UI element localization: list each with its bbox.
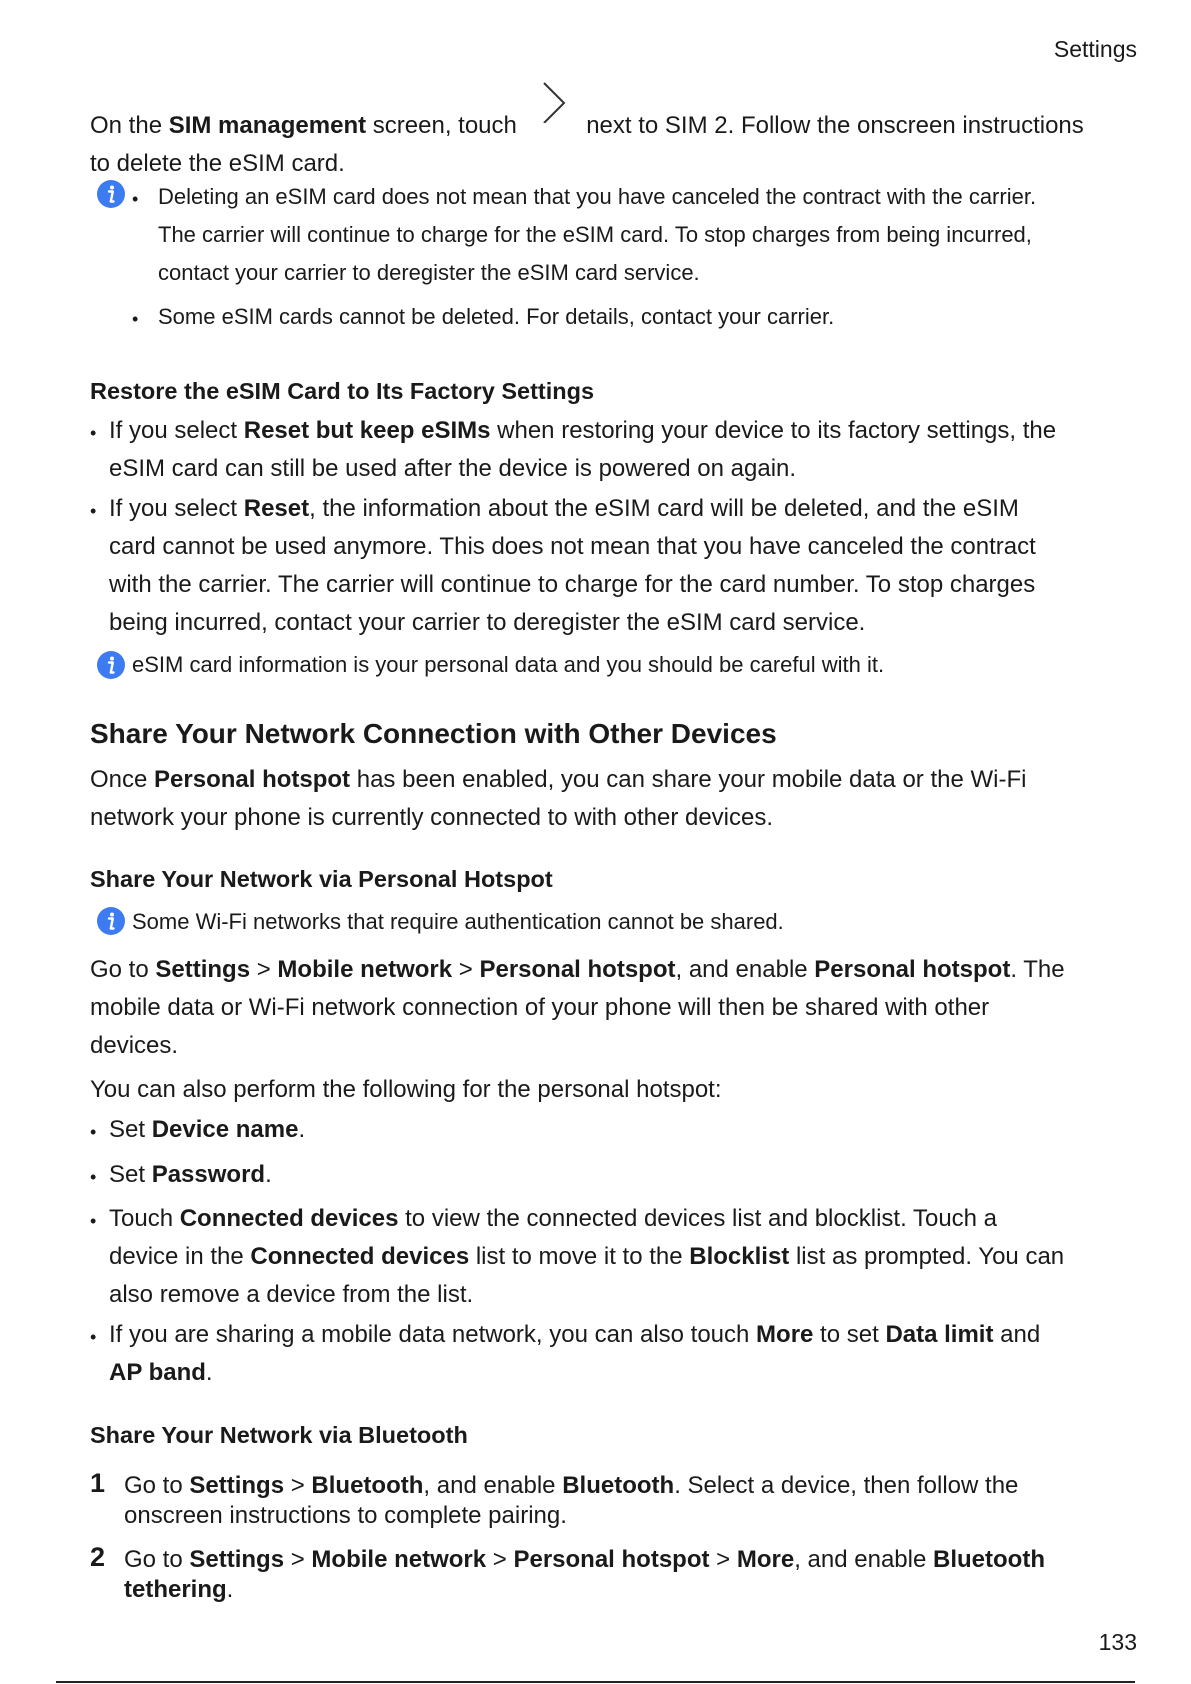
- list-item: • Set Device name.: [90, 1116, 306, 1143]
- bluetooth-heading: Share Your Network via Bluetooth: [90, 1422, 468, 1448]
- step-number: 2: [90, 1542, 106, 1572]
- list-item: • If you are sharing a mobile data network, you can also touch More to set Data limit and AP band.: [90, 1321, 1041, 1386]
- hotspot-options-list: [90, 1111, 1160, 1392]
- step-number: 1: [90, 1468, 106, 1498]
- list-item: • Set Password.: [90, 1161, 272, 1188]
- hotspot-goto-paragraph: Go to Settings > Mobile network > Personal hotspot, and enable Personal hotspot. The mobile data or Wi-Fi network connection of your phone will then be shared with other devices.: [90, 956, 1065, 1059]
- list-item: • If you select Reset but keep eSIMs when restoring your device to its factory settings, the eSIM card can still be used after the device is powered on again.: [90, 417, 1057, 482]
- running-header: Settings: [1053, 36, 1137, 62]
- page-number: 133: [1098, 1629, 1137, 1655]
- restore-list: [90, 412, 1150, 642]
- share-section-heading: Share Your Network Connection with Other Devices: [90, 718, 777, 749]
- hotspot-also: You can also perform the following for the personal hotspot:: [90, 1076, 722, 1103]
- chevron-right-icon: [532, 93, 572, 123]
- hotspot-note: Some Wi-Fi networks that require authentication cannot be shared.: [132, 909, 784, 934]
- hotspot-heading: Share Your Network via Personal Hotspot: [90, 866, 553, 892]
- restore-note: eSIM card information is your personal data and you should be careful with it.: [132, 652, 885, 677]
- intro-paragraph: On the SIM management screen, touch next to SIM 2. Follow the onscreen instructions to delete the eSIM card.: [90, 93, 1140, 183]
- info-icon: [97, 180, 125, 208]
- restore-heading: Restore the eSIM Card to Its Factory Settings: [90, 378, 595, 404]
- note-item: • Some eSIM cards cannot be deleted. For details, contact your carrier.: [132, 304, 835, 329]
- info-icon: [97, 651, 125, 679]
- footer-rule: [56, 1681, 1135, 1683]
- info-icon: [97, 907, 125, 935]
- list-item: • Touch Connected devices to view the connected devices list and blocklist. Touch a device in the Connected devices list to move it to the Blocklist list as prompted. You can also remove a device from the list.: [90, 1205, 1065, 1308]
- bluetooth-step-1: Go to Settings > Bluetooth, and enable Bluetooth. Select a device, then follow the onscreen instructions to complete pairing.: [124, 1472, 1019, 1529]
- list-item: • If you select Reset, the information about the eSIM card will be deleted, and the eSIM card cannot be used anymore. This does not mean that you have canceled the contract with the carrier. The carrier will continue to charge for the card number. To stop charges being incurred, contact your carrier to deregister the eSIM card service.: [90, 495, 1036, 636]
- note-item: • Deleting an eSIM card does not mean that you have canceled the contract with the carrier. The carrier will continue to charge for the eSIM card. To stop charges from being incurred, contact your carrier to deregister the eSIM card service.: [132, 184, 1037, 285]
- share-intro: Once Personal hotspot has been enabled, you can share your mobile data or the Wi-Fi network your phone is currently connected to with other devices.: [90, 766, 1027, 831]
- note-list: [132, 178, 1132, 336]
- bluetooth-step-2: Go to Settings > Mobile network > Personal hotspot > More, and enable Bluetooth tethering.: [124, 1546, 1045, 1603]
